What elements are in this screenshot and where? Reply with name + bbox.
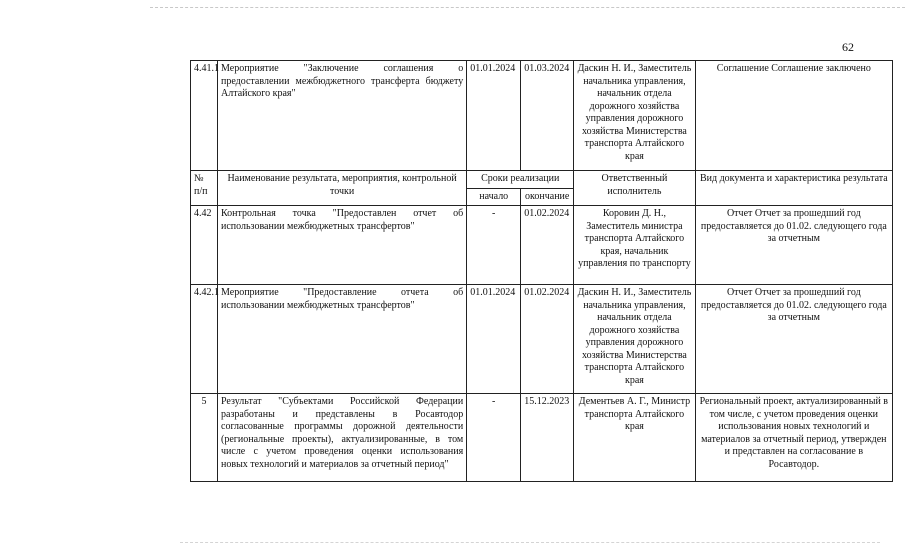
table-header-row — [191, 171, 893, 189]
row-end-date: 01.02.2024 — [521, 206, 574, 285]
row-name: Контрольная точка "Предоставлен отчет об использовании межбюджетных трансфертов" — [218, 206, 467, 285]
header-period: Сроки реализации — [467, 171, 574, 189]
row-number: 4.42 — [191, 206, 218, 285]
row-responsible: Дементьев А. Г., Министр транспорта Алтайского края — [574, 394, 696, 482]
row-name: Мероприятие "Предоставление отчета об использовании межбюджетных трансфертов" — [218, 285, 467, 394]
scan-edge-top — [150, 7, 905, 8]
row-start-date: - — [467, 394, 521, 482]
row-end-date: 01.02.2024 — [521, 285, 574, 394]
scan-edge-bottom — [180, 542, 880, 543]
header-start: начало — [467, 188, 521, 206]
row-document: Отчет Отчет за прошедший год предоставляется до 01.02. следующего года за отчетным — [695, 206, 892, 285]
row-responsible: Даскин Н. И., Заместитель начальника управления, начальник отдела дорожного хозяйства управления дорожного хозяйства Министерства транспорта Алтайского края — [574, 61, 696, 171]
row-document: Соглашение Соглашение заключено — [695, 61, 892, 171]
row-start-date: 01.01.2024 — [467, 285, 521, 394]
table-row — [191, 394, 893, 482]
header-document: Вид документа и характеристика результата — [695, 171, 892, 206]
row-end-date: 15.12.2023 — [521, 394, 574, 482]
table-row — [191, 285, 893, 394]
header-name: Наименование результата, мероприятия, контрольной точки — [218, 171, 467, 206]
row-start-date: 01.01.2024 — [467, 61, 521, 171]
page-number: 62 — [842, 40, 854, 54]
row-name: Мероприятие "Заключение соглашения о предоставлении межбюджетного трансферта бюджету Алтайского края" — [218, 61, 467, 171]
row-document: Региональный проект, актуализированный в том числе, с учетом проведения оценки использования новых технологий и материалов за отчетный период, утвержден и представлен на согласование в Росавтодор. — [695, 394, 892, 482]
table-row — [191, 206, 893, 285]
header-responsible: Ответственный исполнитель — [574, 171, 696, 206]
row-responsible: Коровин Д. Н., Заместитель министра транспорта Алтайского края, начальник управления по транспорту — [574, 206, 696, 285]
header-end: окончание — [521, 188, 574, 206]
row-document: Отчет Отчет за прошедший год предоставляется до 01.02. следующего года за отчетным — [695, 285, 892, 394]
row-name: Результат "Субъектами Российской Федерации разработаны и представлены в Росавтодор согласованные программы дорожной деятельности (региональные проекты), актуализированные, в том числе с учетом проведения оценки использования новых технологий и материалов за отчетный период" — [218, 394, 467, 482]
row-number: 4.42.1 — [191, 285, 218, 394]
row-end-date: 01.03.2024 — [521, 61, 574, 171]
header-number: № п/п — [191, 171, 218, 206]
row-start-date: - — [467, 206, 521, 285]
row-number: 5 — [191, 394, 218, 482]
table-row — [191, 61, 893, 171]
plan-table — [190, 60, 893, 482]
row-responsible: Даскин Н. И., Заместитель начальника управления, начальник отдела дорожного хозяйства управления дорожного хозяйства Министерства транспорта Алтайского края — [574, 285, 696, 394]
row-number: 4.41.1 — [191, 61, 218, 171]
